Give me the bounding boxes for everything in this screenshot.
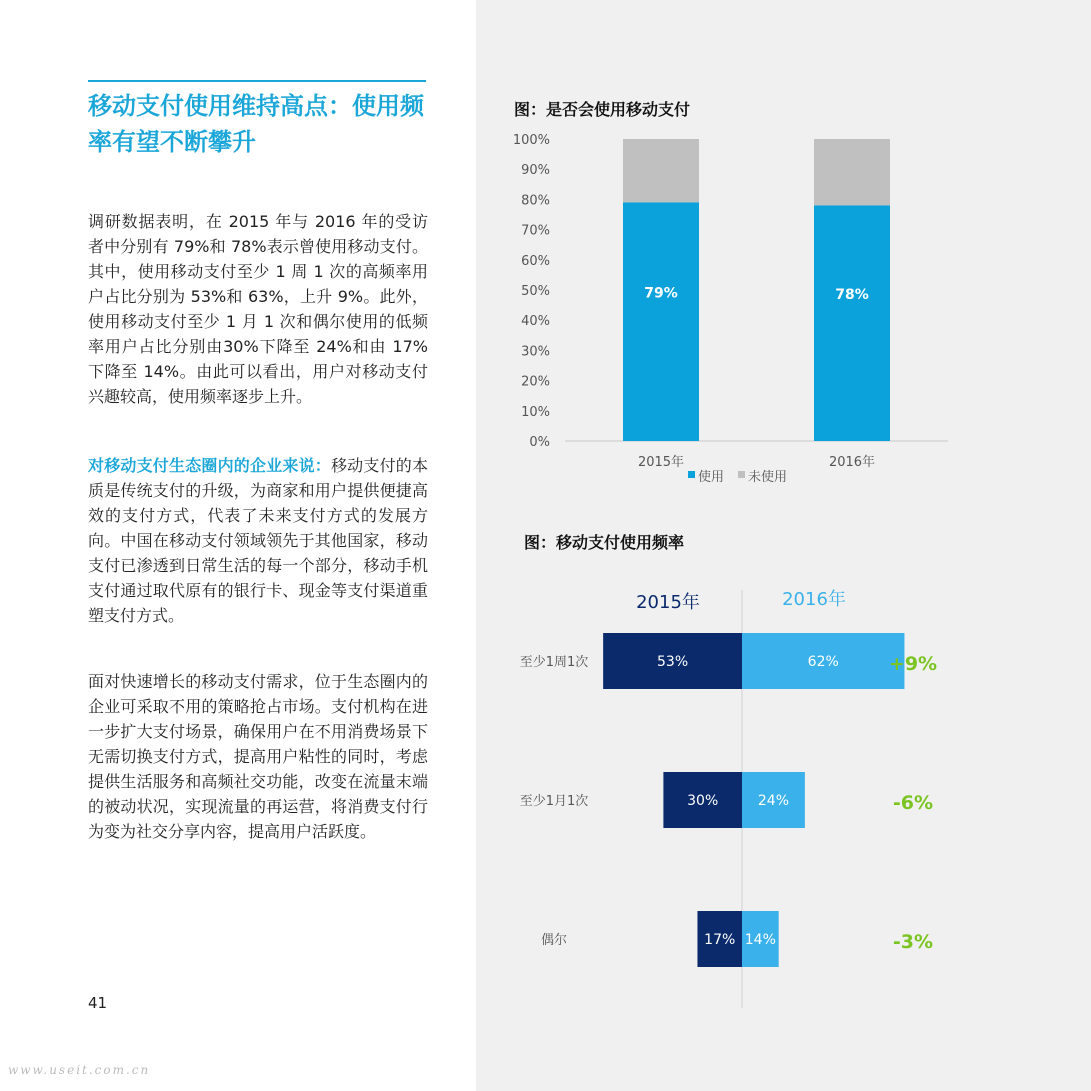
legend-label-used: 使用 (698, 470, 725, 485)
bar-2015-label: 53% (657, 654, 689, 670)
y-tick-label: 10% (521, 404, 550, 420)
bar-2016-label: 62% (807, 654, 839, 670)
bar-2015-label: 30% (687, 793, 719, 809)
x-tick-label: 2015年 (637, 455, 685, 470)
y-tick-label: 50% (521, 284, 550, 299)
y-tick-label: 30% (521, 344, 550, 360)
paragraph-2-body: 移动支付的本质是传统支付的升级，为商家和用户提供便捷高效的支付方式，代表了未来支付方式的发展方向。中国在移动支付领域领先于其他国家，移动支付已渗透到日常生活的每一个部分，移动手机支付通过取代原有的银行卡、现金等支付渠道重塑支付方式。 (88, 456, 428, 625)
change-label: -3% (892, 931, 934, 953)
chart2-title: 图：移动支付使用频率 (524, 533, 685, 552)
y-tick-label: 40% (521, 314, 550, 330)
paragraph-2-highlight: 对移动支付生态圈内的企业来说： (88, 456, 331, 475)
paragraph-3: 面对快速增长的移动支付需求，位于生态圈内的企业可采取不用的策略抢占市场。支付机构在进一步扩大支付场景，确保用户在不用消费场景下无需切换支付方式，提高用户粘性的同时，考虑提供生活服务和高频社交功能，改变在流量末端的被动状况，实现流量的再运营，将消费支付行为变为社交分享内容，提高用户活跃度。 (88, 672, 428, 841)
y-tick-label: 90% (521, 163, 550, 179)
y-tick-label: 100% (512, 133, 550, 148)
x-tick-label: 2016年 (828, 455, 876, 470)
bar-value-label: 79% (644, 285, 678, 302)
y-tick-label: 20% (521, 374, 550, 390)
category-label: 偶尔 (540, 933, 568, 948)
headline: 移动支付使用维持高点：使用频率有望不断攀升 (88, 92, 424, 156)
bar-value-label: 78% (835, 287, 869, 304)
bar-2015-label: 17% (704, 932, 736, 948)
y-tick-label: 60% (521, 253, 550, 269)
category-label: 至少1月1次 (519, 794, 589, 809)
series-header-2016: 2016年 (782, 589, 846, 610)
bar-2016-label: 14% (744, 932, 776, 948)
series-header-2015: 2015年 (636, 592, 700, 613)
bar-2016-label: 24% (757, 793, 790, 809)
page-number: 41 (88, 994, 108, 1012)
change-label: +9% (888, 653, 938, 675)
change-label: -6% (892, 792, 934, 814)
paragraph-1: 调研数据表明，在 2015 年与 2016 年的受访者中分别有 79%和 78%表示曾使用移动支付。其中，使用移动支付至少 1 周 1 次的高频率用户占比分别为 53%和 63%，上升 9%。此外，使用移动支付至少 1 月 1 次和偶尔使用的低频率用户占比分别由30%下降至 24%和由 17%下降至 14%。由此可以看出，用户对移动支付兴趣较高，使用频率逐步上升。 (88, 212, 428, 406)
y-tick-label: 70% (521, 223, 550, 239)
chart1-title: 图：是否会使用移动支付 (514, 100, 691, 119)
y-tick-label: 0% (529, 435, 550, 450)
legend-label-unused: 未使用 (748, 470, 788, 485)
watermark: www.useit.com.cn (8, 1063, 151, 1077)
category-label: 至少1周1次 (519, 655, 589, 670)
y-tick-label: 80% (521, 193, 550, 209)
